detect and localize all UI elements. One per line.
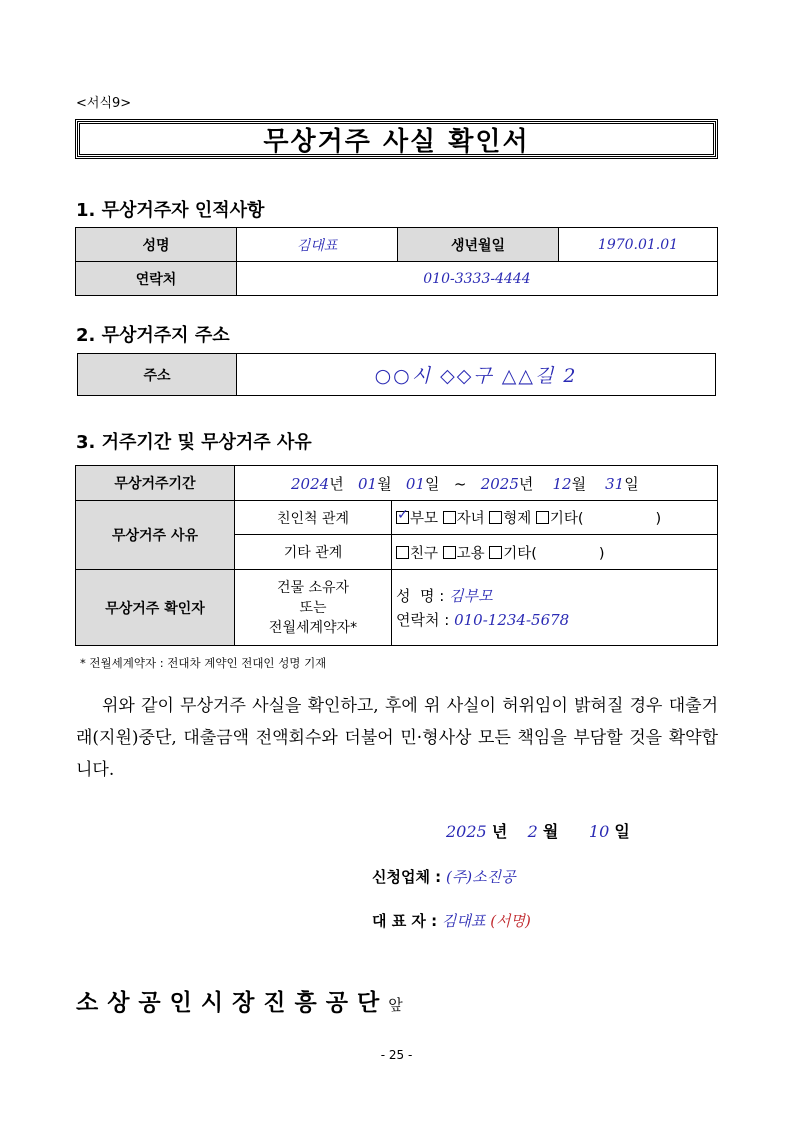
relative-options [392, 501, 718, 535]
year-unit: 년 [329, 474, 344, 493]
name-label: 성명 [76, 228, 237, 262]
date-day[interactable]: 10 [588, 822, 610, 841]
checkbox-sibling[interactable] [489, 511, 502, 524]
form-number: <서식9> [76, 96, 132, 111]
applicant-value[interactable]: (주)소진공 [445, 868, 516, 886]
start-month: 01 [358, 474, 378, 493]
checkbox-other[interactable] [489, 546, 502, 559]
option-friend: 친구 [410, 545, 439, 562]
other-relation-options [392, 535, 718, 570]
option-relative-other: 기타( [549, 511, 584, 527]
representative-line [372, 910, 531, 931]
footnote: * 전월세계약자 : 전대차 계약인 전대인 성명 기재 [80, 656, 327, 670]
date-year[interactable]: 2025 [446, 822, 487, 841]
address-value[interactable]: ○○시 ◇◇구 △△길 2 [237, 354, 716, 396]
confirmer-label: 무상거주 확인자 [76, 570, 235, 646]
option-child: 자녀 [456, 511, 485, 527]
day-unit: 일 [425, 474, 440, 493]
month-unit: 월 [571, 474, 587, 493]
confirmer-type-or: 또는 [299, 599, 327, 616]
section1-heading: 1. 무상거주자 인적사항 [76, 200, 265, 221]
representative-value[interactable]: 김대표 [441, 912, 486, 930]
page-number: - 25 - [380, 1048, 413, 1062]
close-paren: ) [598, 545, 605, 562]
close-paren: ) [655, 511, 662, 527]
confirmation-statement: 위와 같이 무상거주 사실을 확인하고, 후에 위 사실이 허위임이 밝혀질 경우 대출거래(지원)중단, 대출금액 전액회수와 더불어 민·형사상 모든 책임을 부담할 것을 확약합니다. [76, 696, 718, 780]
date-year-unit: 년 [491, 822, 508, 841]
checkbox-relative-other[interactable] [536, 511, 549, 524]
name-value[interactable]: 김대표 [237, 228, 398, 262]
confirmer-name-label: 성 명 : [396, 586, 445, 605]
address-label: 주소 [78, 354, 237, 396]
option-sibling: 형제 [503, 511, 532, 527]
checkbox-parent[interactable] [396, 511, 409, 524]
contact-value[interactable]: 010-3333-4444 [237, 262, 718, 296]
date-day-unit: 일 [614, 822, 630, 841]
option-parent: 부모 [410, 511, 439, 527]
option-other: 기타( [503, 545, 537, 562]
signing-date [446, 819, 630, 842]
day-unit: 일 [624, 474, 639, 493]
applicant-label: 신청업체 : [372, 868, 442, 886]
confirmer-type [235, 570, 392, 646]
month-unit: 월 [377, 474, 392, 493]
birth-value[interactable]: 1970.01.01 [559, 228, 718, 262]
birth-label: 생년월일 [398, 228, 559, 262]
end-year: 2025 [480, 474, 519, 493]
contact-label: 연락처 [76, 262, 237, 296]
section2-heading: 2. 무상거주지 주소 [76, 325, 230, 346]
end-month: 12 [552, 474, 572, 493]
representative-label: 대 표 자 : [372, 912, 438, 930]
period-label: 무상거주기간 [76, 466, 235, 501]
start-day: 01 [405, 474, 425, 493]
checkbox-child[interactable] [443, 511, 456, 524]
section3-heading: 3. 거주기간 및 무상거주 사유 [76, 432, 312, 453]
address-table [77, 353, 716, 396]
applicant-line [372, 866, 516, 887]
document-title: 무상거주 사실 확인서 [75, 119, 718, 159]
reason-label: 무상거주 사유 [76, 501, 235, 570]
recipient-line [76, 984, 403, 1017]
end-day: 31 [605, 474, 625, 493]
confirmer-details [392, 570, 718, 646]
confirmer-name-value[interactable]: 김부모 [449, 586, 493, 605]
checkbox-friend[interactable] [396, 546, 409, 559]
date-month[interactable]: 2 [527, 822, 538, 841]
recipient-org: 소상공인시장진흥공단 [76, 989, 389, 1016]
confirmer-contact-value[interactable]: 010-1234-5678 [454, 610, 570, 629]
period-separator: ~ [453, 474, 467, 493]
relative-label: 친인척 관계 [235, 501, 392, 535]
residence-table [75, 465, 718, 646]
other-relation-label: 기타 관계 [235, 535, 392, 570]
start-year: 2024 [291, 474, 330, 493]
confirmer-type-tenant: 전월세계약자* [268, 619, 358, 636]
confirmer-contact-label: 연락처 : [396, 610, 450, 629]
signature-mark[interactable]: (서명) [490, 912, 531, 930]
personal-info-table [75, 227, 718, 296]
confirmer-type-owner: 건물 소유자 [276, 579, 350, 596]
year-unit: 년 [518, 474, 534, 493]
checkbox-employment[interactable] [443, 546, 456, 559]
option-employment: 고용 [456, 545, 485, 562]
date-month-unit: 월 [542, 822, 559, 841]
recipient-suffix: 앞 [388, 996, 403, 1014]
period-value[interactable] [235, 466, 718, 501]
